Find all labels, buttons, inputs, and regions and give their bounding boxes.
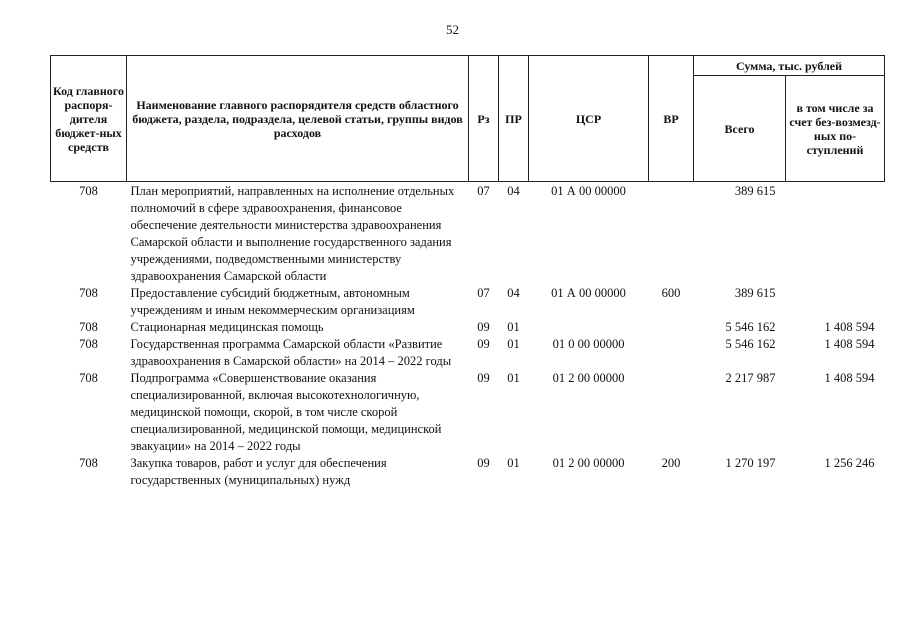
- header-csr: ЦСР: [529, 56, 649, 182]
- cell-rz: 09: [477, 456, 490, 470]
- budget-table: [50, 55, 885, 489]
- cell-code: 708: [79, 286, 98, 300]
- table-header: [51, 56, 885, 182]
- cell-code: 708: [79, 456, 98, 470]
- cell-vr: [649, 182, 694, 286]
- cell-total: 2 217 987: [725, 371, 776, 385]
- cell-pr: 01: [507, 456, 520, 470]
- cell-name: Предоставление субсидий бюджетным, автономным учреждениям и иным некоммерческим организациям: [130, 286, 415, 317]
- cell-gratuitous: 1 408 594: [824, 337, 875, 351]
- header-pr: ПР: [499, 56, 529, 182]
- cell-rz: 07: [477, 184, 490, 198]
- cell-code: 708: [79, 337, 98, 351]
- cell-total: 5 546 162: [725, 320, 776, 334]
- cell-name: Стационарная медицинская помощь: [130, 320, 324, 334]
- cell-pr: 01: [507, 371, 520, 385]
- cell-rz: 07: [477, 286, 490, 300]
- cell-name: Государственная программа Самарской области «Развитие здравоохранения в Самарской области» на 2014 – 2022 годы: [130, 337, 452, 368]
- cell-gratuitous: 1 408 594: [824, 320, 875, 334]
- table-row: [51, 319, 885, 336]
- cell-total: 1 270 197: [725, 456, 776, 470]
- cell-code: 708: [79, 371, 98, 385]
- cell-gratuitous: [786, 182, 885, 286]
- cell-vr: [649, 319, 694, 336]
- header-gratuitous: в том числе за счет без-возмезд-ных по-ступлений: [786, 76, 885, 182]
- table-row: [51, 285, 885, 319]
- header-code: Код главного распоря-дителя бюджет-ных средств: [51, 56, 127, 182]
- cell-gratuitous: [786, 285, 885, 319]
- cell-code: 708: [79, 320, 98, 334]
- cell-total: 389 615: [734, 286, 776, 300]
- cell-csr: [529, 319, 649, 336]
- header-vr: ВР: [649, 56, 694, 182]
- cell-csr: 01 2 00 00000: [552, 456, 625, 470]
- cell-total: 389 615: [734, 184, 776, 198]
- table-body: [51, 182, 885, 490]
- header-name: Наименование главного распорядителя средств областного бюджета, раздела, подраздела, целевой статьи, группы видов расходов: [127, 56, 469, 182]
- cell-gratuitous: 1 408 594: [824, 371, 875, 385]
- cell-rz: 09: [477, 371, 490, 385]
- header-sum-group: Сумма, тыс. рублей: [694, 56, 885, 76]
- table-row: [51, 370, 885, 455]
- cell-pr: 04: [507, 184, 520, 198]
- table-row: [51, 182, 885, 286]
- cell-rz: 09: [477, 320, 490, 334]
- cell-name: Подпрограмма «Совершенствование оказания специализированной, включая высокотехнологичную, медицинской помощи, скорой, в том числе скорой специализированной, медицинской помощи, медицинской эвакуации» на 2014 – 2022 годы: [130, 371, 442, 453]
- cell-pr: 01: [507, 320, 520, 334]
- cell-code: 708: [79, 184, 98, 198]
- cell-name: Закупка товаров, работ и услуг для обеспечения государственных (муниципальных) нужд: [130, 456, 387, 487]
- cell-gratuitous: 1 256 246: [824, 456, 875, 470]
- cell-pr: 01: [507, 337, 520, 351]
- cell-csr: 01 А 00 00000: [551, 184, 626, 198]
- cell-rz: 09: [477, 337, 490, 351]
- cell-total: 5 546 162: [725, 337, 776, 351]
- page-number: 52: [446, 22, 459, 37]
- cell-csr: 01 А 00 00000: [551, 286, 626, 300]
- cell-csr: 01 2 00 00000: [552, 371, 625, 385]
- table-row: [51, 336, 885, 370]
- header-rz: Рз: [469, 56, 499, 182]
- cell-pr: 04: [507, 286, 520, 300]
- header-total: Всего: [694, 76, 786, 182]
- table-row: [51, 455, 885, 489]
- cell-vr: [649, 370, 694, 455]
- cell-vr: 600: [661, 286, 681, 300]
- cell-name: План мероприятий, направленных на исполнение отдельных полномочий в сфере здравоохранения, финансовое обеспечение деятельности министерства здравоохранения Самарской области и выполнение государственного задания учреждениями, подведомственными министерству здравоохранения Самарской области: [130, 184, 455, 283]
- cell-csr: 01 0 00 00000: [552, 337, 625, 351]
- cell-vr: 200: [661, 456, 681, 470]
- cell-vr: [649, 336, 694, 370]
